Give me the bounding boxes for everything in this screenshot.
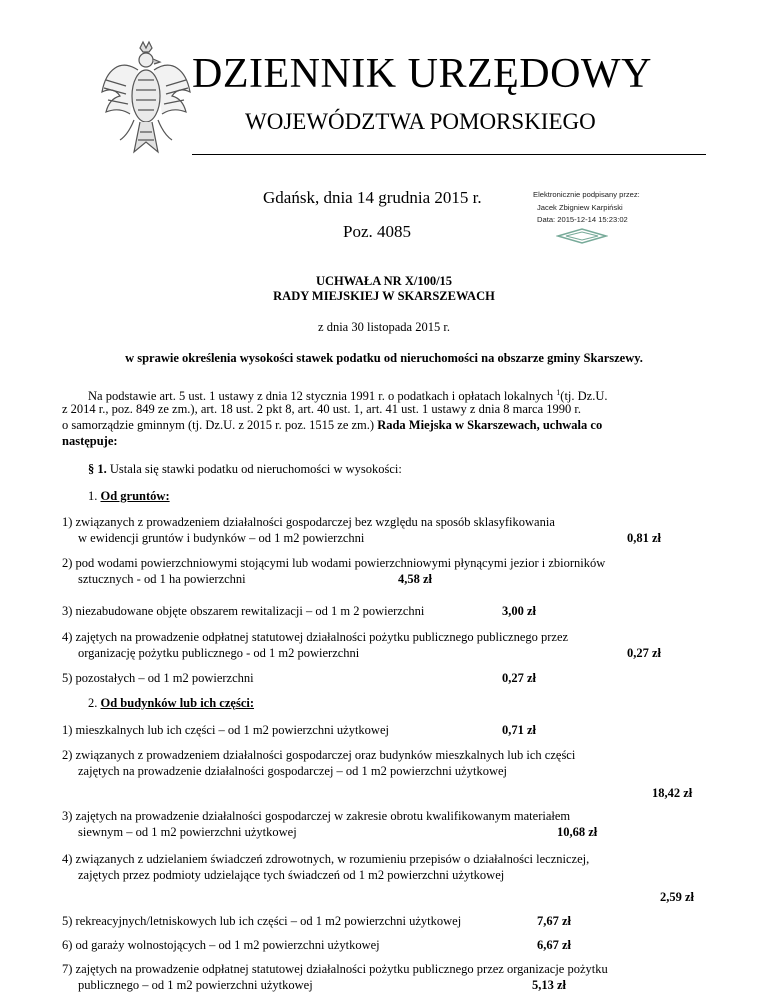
preamble-line-1: Na podstawie art. 5 ust. 1 ustawy z dnia 12 stycznia 1991 r. o podatkach i opłatach lokalnych $^1$(tj. Dz.U. bbox=[88, 388, 608, 404]
grunty-item-2: 2) pod wodami powierzchniowymi stojącymi lub wodami powierzchniowymi płynącymi jezior i zbiorników bbox=[62, 556, 606, 570]
journal-subtitle: WOJEWÓDZTWA POMORSKIEGO bbox=[245, 109, 596, 134]
grunty-item-3: 3) niezabudowane objęte obszarem rewitalizacji – od 1 m 2 powierzchni bbox=[62, 604, 425, 618]
budynki-item-6-amount: 6,67 zł bbox=[537, 938, 572, 952]
budynki-item-2-line2: zajętych na prowadzenie działalności gospodarczej – od 1 m2 powierzchni użytkowej bbox=[78, 764, 508, 778]
grunty-item-2-line2: sztucznych - od 1 ha powierzchni bbox=[78, 572, 246, 586]
grunty-item-5-amount: 0,27 zł bbox=[502, 671, 537, 685]
grunty-item-4-amount: 0,27 zł bbox=[627, 646, 662, 660]
grunty-item-1-line2: w ewidencji gruntów i budynków – od 1 m2 powierzchni bbox=[78, 531, 365, 545]
preamble-line-3: o samorządzie gminnym (tj. Dz.U. z 2015 r. poz. 1515 ze zm.) Rada Miejska w Skarszewach, uchwala co bbox=[62, 418, 603, 432]
resolution-date: z dnia 30 listopada 2015 r. bbox=[318, 320, 450, 334]
budynki-item-2-amount: 18,42 zł bbox=[652, 786, 693, 800]
budynki-item-2: 2) związanych z prowadzeniem działalności gospodarczej oraz budynków mieszkalnych lub ich części bbox=[62, 748, 576, 762]
grunty-item-4-line2: organizację pożytku publicznego - od 1 m2 powierzchni bbox=[78, 646, 360, 660]
resolution-number: UCHWAŁA NR X/100/15 bbox=[315, 274, 453, 288]
budynki-item-1: 1) mieszkalnych lub ich części – od 1 m2 powierzchni użytkowej bbox=[62, 723, 389, 737]
budynki-item-4-line2: zajętych przez podmioty udzielające tych świadczeń od 1 m2 powierzchni użytkowej bbox=[78, 868, 505, 882]
budynki-item-7-line2: publicznego – od 1 m2 powierzchni użytkowej bbox=[78, 978, 313, 992]
grunty-item-3-amount: 3,00 zł bbox=[502, 604, 537, 618]
signature-name: Jacek Zbigniew Karpiński bbox=[537, 202, 623, 212]
budynki-item-3-line2: siewnym – od 1 m2 powierzchni użytkowej bbox=[78, 825, 297, 839]
budynki-item-6: 6) od garaży wolnostojących – od 1 m2 powierzchni użytkowej bbox=[62, 938, 380, 952]
budynki-item-4-amount: 2,59 zł bbox=[660, 890, 695, 904]
grunty-item-2-amount: 4,58 zł bbox=[398, 572, 433, 586]
grunty-heading: 1. Od gruntów: bbox=[88, 489, 170, 503]
electronic-signature bbox=[533, 189, 640, 227]
section-1: § 1. Ustala się stawki podatku od nieruchomości w wysokości: bbox=[88, 462, 402, 476]
budynki-item-5: 5) rekreacyjnych/letniskowych lub ich części – od 1 m2 powierzchni użytkowej bbox=[62, 914, 462, 928]
signature-date: Data: 2015-12-14 15:23:02 bbox=[537, 215, 628, 224]
position-number: Poz. 4085 bbox=[343, 222, 411, 241]
budynki-item-5-amount: 7,67 zł bbox=[537, 914, 572, 928]
grunty-item-4: 4) zajętych na prowadzenie odpłatnej statutowej działalności pożytku publicznego publicznego przez bbox=[62, 630, 569, 644]
budynki-item-3-amount: 10,68 zł bbox=[557, 825, 598, 839]
grunty-item-1: 1) związanych z prowadzeniem działalności gospodarczej bez względu na sposób sklasyfikowania bbox=[62, 515, 555, 529]
dateline: Gdańsk, dnia 14 grudnia 2015 r. bbox=[263, 188, 482, 207]
preamble-line-2: z 2014 r., poz. 849 ze zm.), art. 18 ust. 2 pkt 8, art. 40 ust. 1, art. 41 ust. 1 ustawy z dnia 8 marca 1990 r. bbox=[62, 402, 581, 416]
signature-label: Elektronicznie podpisany przez: bbox=[533, 190, 640, 199]
budynki-item-7: 7) zajętych na prowadzenie odpłatnej statutowej działalności pożytku publicznego przez organizacje pożytku bbox=[62, 962, 608, 976]
budynki-item-3: 3) zajętych na prowadzenie działalności gospodarczej w zakresie obrotu kwalifikowanym materiałem bbox=[62, 809, 571, 823]
resolution-subject: w sprawie określenia wysokości stawek podatku od nieruchomości na obszarze gminy Skarszewy. bbox=[125, 351, 643, 365]
budynki-item-7-amount: 5,13 zł bbox=[532, 978, 567, 992]
polish-eagle-emblem bbox=[100, 40, 192, 160]
journal-title: DZIENNIK URZĘDOWY bbox=[192, 51, 652, 97]
signature-stamp-icon bbox=[556, 228, 608, 244]
header-divider bbox=[192, 154, 706, 155]
budynki-item-4: 4) związanych z udzielaniem świadczeń zdrowotnych, w rozumieniu przepisów o działalności leczniczej, bbox=[62, 852, 590, 866]
preamble-line-4: następuje: bbox=[62, 434, 118, 448]
budynki-item-1-amount: 0,71 zł bbox=[502, 723, 537, 737]
grunty-item-1-amount: 0,81 zł bbox=[627, 531, 662, 545]
grunty-item-5: 5) pozostałych – od 1 m2 powierzchni bbox=[62, 671, 254, 685]
resolution-body: RADY MIEJSKIEJ W SKARSZEWACH bbox=[273, 289, 495, 303]
budynki-heading: 2. Od budynków lub ich części: bbox=[88, 696, 255, 710]
